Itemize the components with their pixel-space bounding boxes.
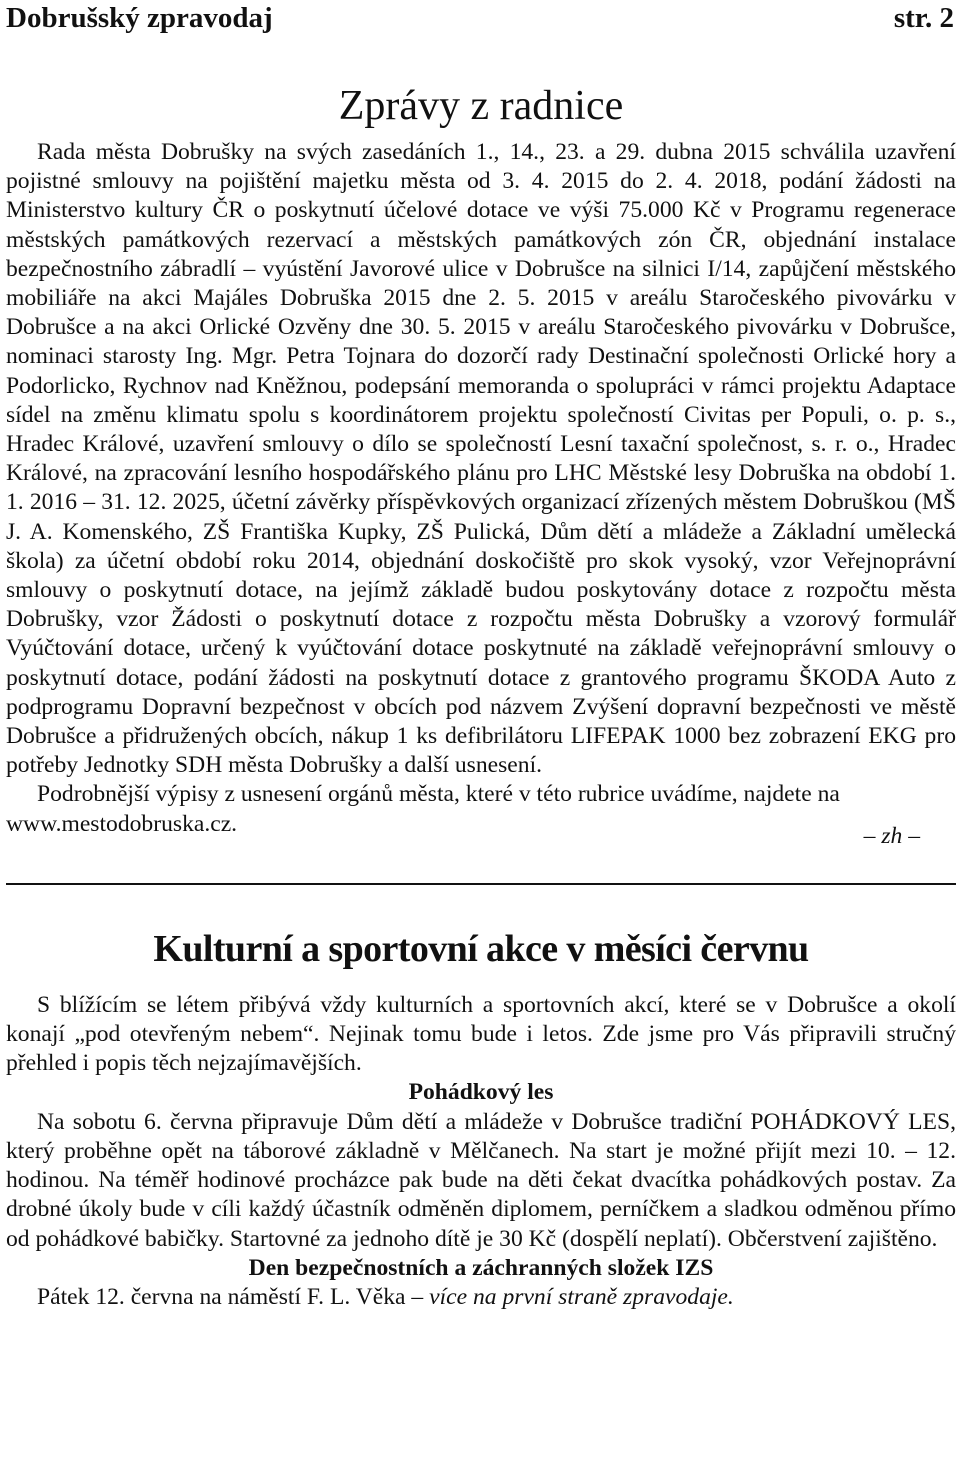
section-divider (6, 883, 956, 885)
event-title-fairytale-forest: Pohádkový les (408, 1079, 554, 1106)
events-intro-paragraph: S blížícím se létem přibývá vždy kulturních a sportovních akcí, které se v Dobrušce a okolí konají „pod otevřeným nebem“. Nejinak tomu bude i letos. Zde jsme pro Vás připravili stručný přehled i popis těch nejzajímavějších. (6, 991, 956, 1077)
section-title-june-events: Kulturní a sportovní akce v měsíci červnu (153, 927, 809, 970)
event-text-izs-day (6, 1283, 956, 1312)
publication-title: Dobrušský zpravodaj (6, 2, 273, 34)
event-title-izs-day: Den bezpečnostních a záchranných složek IZS (248, 1254, 714, 1281)
event-text-izs-day-note: – více na první straně zpravodaje. (405, 1283, 734, 1310)
event-text-fairytale-forest: Na sobotu 6. června připravuje Dům dětí a mládeže v Dobrušce tradiční POHÁDKOVÝ LES, který proběhne opět na táborové základně v Mělčanech. Na start je možné přijít mezi 10. – 12. hodinou. Na téměř hodinové procházce pak bude na děti čekat dvacítka pohádkových postav. Za drobné úkoly bude v cíli každý účastník odměněn diplomem, perníčkem a sladkou odměnou přímo od pohádkové babičky. Startovné za jednoho dítě je 30 Kč (dospělí neplatí). Občerstvení zajištěno. (6, 1108, 956, 1252)
section-june-events (6, 925, 956, 1312)
document-page (6, 0, 956, 1312)
section-title-town-hall: Zprávy z radnice (338, 83, 624, 129)
page-number: str. 2 (893, 2, 954, 34)
event-text-izs-day-main: Pátek 12. června na náměstí F. L. Věka (37, 1283, 406, 1310)
signature-row (6, 822, 956, 857)
running-header (6, 0, 956, 46)
section-town-hall-news (6, 82, 956, 857)
council-resolutions-paragraph: Rada města Dobrušky na svých zasedáních 1., 14., 23. a 29. dubna 2015 schválila uzavření pojistné smlouvy na pojištění majetku města od 3. 4. 2015 do 2. 4. 2018, podání žádosti na Ministerstvo kultury ČR o poskytnutí účelové dotace ve výši 75.000 Kč v Programu regenerace městských památkových rezervací a městských památkových zón ČR, objednání instalace bezpečnostního zábradlí – vyústění Javorové ulice v Dobrušce na silnici I/14, zapůjčení městského mobiliáře na akci Majáles Dobruška 2015 dne 2. 5. 2015 v areálu Staročeského pivovárku v Dobrušce a na akci Orlické Ozvěny dne 30. 5. 2015 v areálu Staročeského pivovárku v Dobrušce, nominaci starosty Ing. Mgr. Petra Tojnara do dozorčí rady Destinační společnosti Orlické hory a Podorlicko, Rychnov nad Kněžnou, podepsání memoranda o spolupráci v rámci projektu Adaptace sídel na změnu klimatu spolu s koordinátorem projektu společností Civitas per Populi, o. p. s., Hradec Králové, uzavření smlouvy o dílo se společností Lesní taxační společnost, s. r. o., Hradec Králové, na zpracování lesního hospodářského plánu pro LHC Městské lesy Dobruška na období 1. 1. 2016 – 31. 12. 2025, účetní závěrky příspěvkových organizací zřízených městem Dobruškou (MŠ J. A. Komenského, ZŠ Františka Kupky, ZŠ Pulická, Dům dětí a mládeže a Základní umělecká škola) za účetní období roku 2014, objednání doskočiště pro skok vysoký, vzor Veřejnoprávní smlouvy o poskytnutí dotace, na jejímž základě budou poskytovány dotace z rozpočtu města Dobrušky, vzor Žádosti o poskytnutí dotace z rozpočtu města Dobrušky a vzorový formulář Vyúčtování dotace, určený k vyúčtování dotace poskytnuté na základě veřejnoprávní smlouvy o poskytnutí dotace, podání žádosti na poskytnutí dotace z grantového programu ŠKODA Auto z podprogramu Dopravní bezpečnost v obcích pod názvem Zvýšení dopravní bezpečnosti ve městě Dobrušce a přidružených obcích, nákup 1 ks defibrilátoru LIFEPAK 1000 bez zobrazení EKG pro potřeby Jednotky SDH města Dobrušky a další usnesení. (6, 139, 956, 779)
author-signature: – zh – (863, 822, 920, 849)
more-info-paragraph: Podrobnější výpisy z usnesení orgánů města, které v této rubrice uvádíme, najdete na www.mestodobruska.cz. (6, 781, 840, 837)
